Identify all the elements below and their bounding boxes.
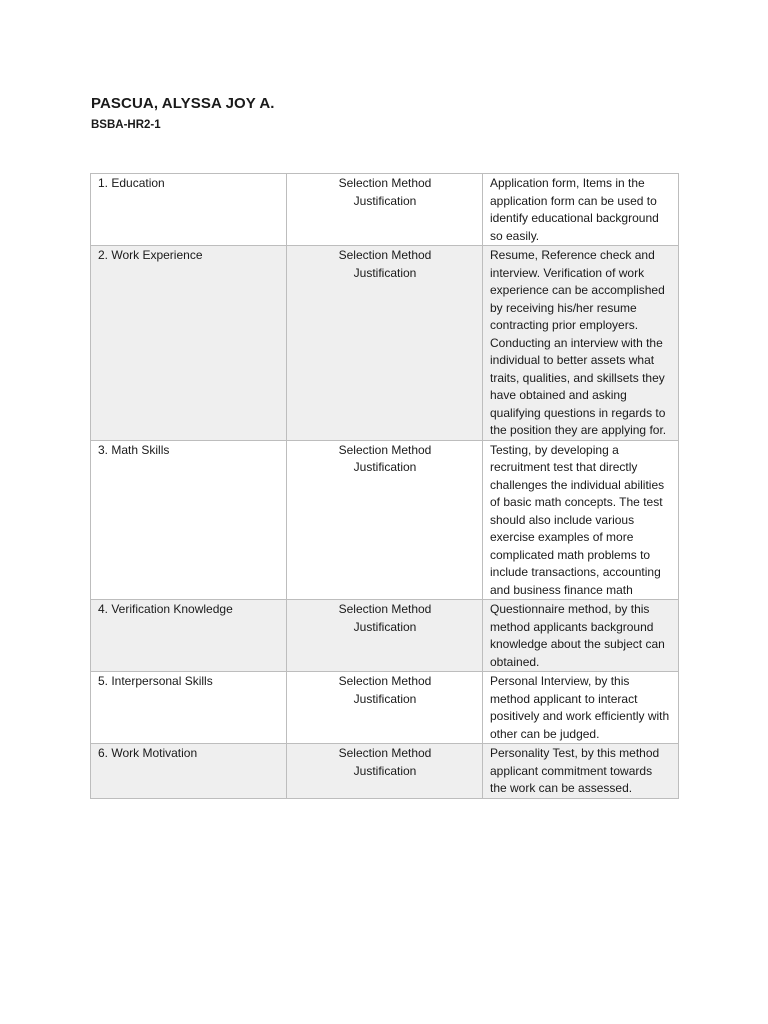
method-cell <box>287 174 483 246</box>
description-cell: Questionnaire method, by this method applicants background knowledge about the subject can obtained. <box>483 600 679 672</box>
table-row <box>91 246 679 441</box>
description-cell: Resume, Reference check and interview. Verification of work experience can be accomplished by receiving his/her resume contracting prior employers. Conducting an interview with the individual to better assets what traits, qualities, and skillsets they have obtained and asking qualifying questions in regards to the position they are applying for. <box>483 246 679 441</box>
justification-label: Justification <box>353 460 417 474</box>
method-cell <box>287 600 483 672</box>
criterion-cell: 4. Verification Knowledge <box>91 600 287 672</box>
table-row <box>91 744 679 799</box>
table-row <box>91 600 679 672</box>
table-row <box>91 174 679 246</box>
method-cell <box>287 672 483 744</box>
table-row <box>91 672 679 744</box>
method-label: Selection Method <box>338 746 432 760</box>
justification-label: Justification <box>353 193 417 208</box>
method-cell <box>287 246 483 441</box>
criterion-cell: 5. Interpersonal Skills <box>91 672 287 744</box>
method-label: Selection Method <box>338 442 432 457</box>
justification-label: Justification <box>353 691 417 706</box>
justification-label: Justification <box>353 265 417 280</box>
criterion-cell: 3. Math Skills <box>91 440 287 600</box>
method-label: Selection Method <box>338 176 432 190</box>
method-label: Selection Method <box>338 602 432 616</box>
criterion-cell: 6. Work Motivation <box>91 744 287 799</box>
selection-method-table <box>90 173 679 799</box>
description-cell: Application form, Items in the application form can be used to identify educational background so easily. <box>483 174 679 246</box>
method-cell <box>287 744 483 799</box>
justification-label: Justification <box>353 763 417 778</box>
description-cell: Testing, by developing a recruitment test that directly challenges the individual abilities of basic math concepts. The test should also include various exercise examples of more complicated math problems to include transactions, accounting and business finance math <box>483 440 679 600</box>
criterion-cell: 1. Education <box>91 174 287 246</box>
method-label: Selection Method <box>338 248 432 262</box>
student-section: BSBA-HR2-1 <box>91 119 161 131</box>
justification-label: Justification <box>353 619 417 634</box>
criterion-cell: 2. Work Experience <box>91 246 287 441</box>
description-cell: Personality Test, by this method applicant commitment towards the work can be assessed. <box>483 744 679 799</box>
table-row <box>91 440 679 600</box>
student-name: PASCUA, ALYSSA JOY A. <box>91 95 275 112</box>
description-cell: Personal Interview, by this method applicant to interact positively and work efficiently with other can be judged. <box>483 672 679 744</box>
method-label: Selection Method <box>338 674 432 688</box>
method-cell <box>287 440 483 600</box>
